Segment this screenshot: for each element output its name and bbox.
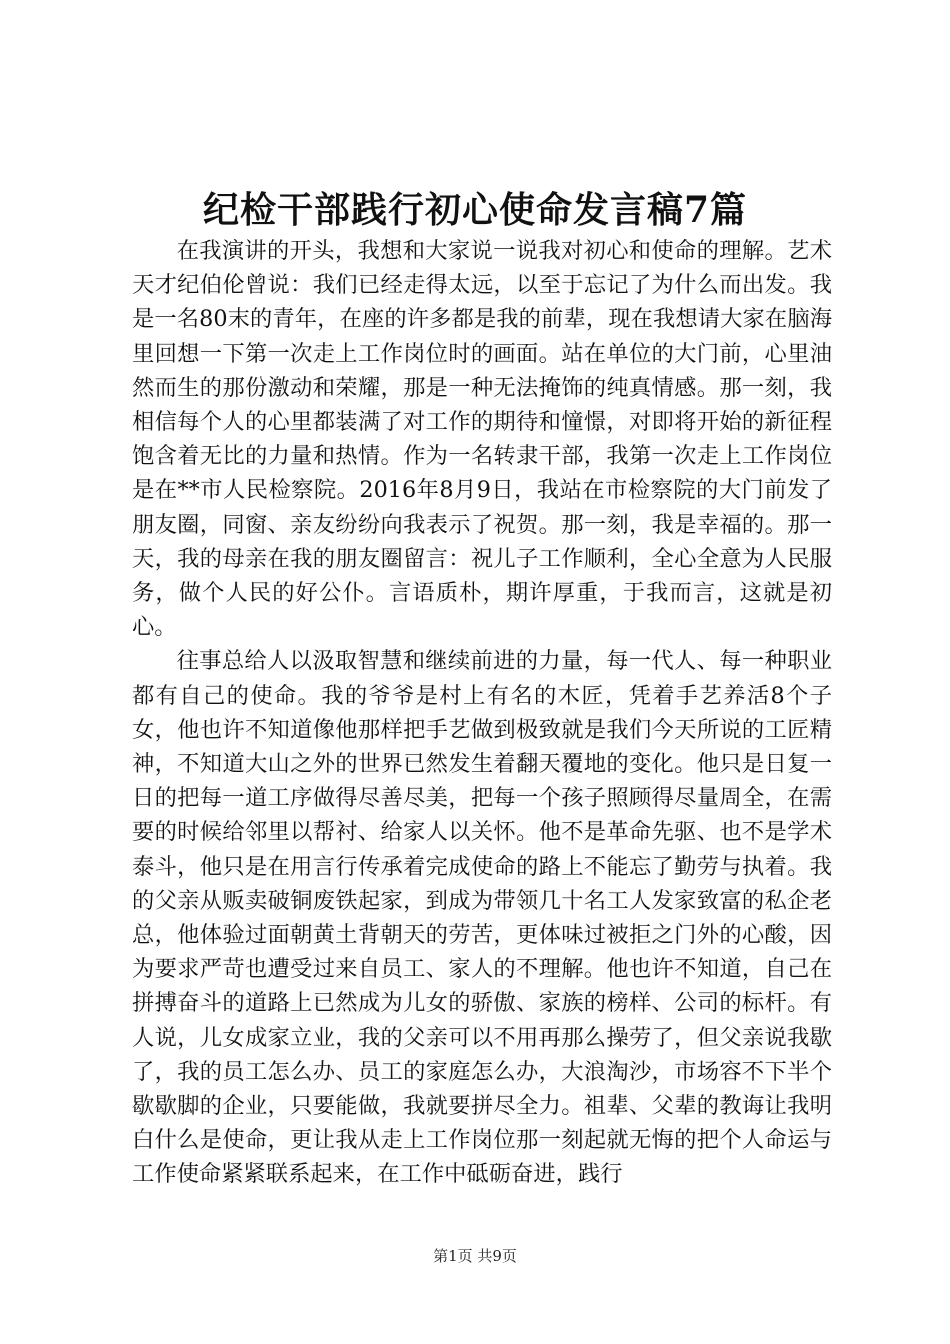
document-title: 纪检干部践行初心使命发言稿7篇 [202,189,748,231]
document-body [132,234,832,1192]
page-number-footer: 第1页 共9页 [433,1247,517,1265]
body-paragraph: 往事总给人以汲取智慧和继续前进的力量，每一代人、每一种职业都有自己的使命。我的爷爷是村上有名的木匠，凭着手艺养活8个子女，他也许不知道像他那样把手艺做到极致就是我们今天所说的工匠精神，不知道大山之外的世界已然发生着翻天覆地的变化。他只是日复一日的把每一道工序做得尽善尽美，把每一个孩子照顾得尽量周全，在需要的时候给邻里以帮衬、给家人以关怀。他不是革命先驱、也不是学术泰斗，他只是在用言行传承着完成使命的路上不能忘了勤劳与执着。我的父亲从贩卖破铜废铁起家，到成为带领几十名工人发家致富的私企老总，他体验过面朝黄土背朝天的劳苦，更体味过被拒之门外的心酸，因为要求严苛也遭受过来自员工、家人的不理解。他也许不知道，自己在拼搏奋斗的道路上已然成为儿女的骄傲、家族的榜样、公司的标杆。有人说，儿女成家立业，我的父亲可以不用再那么操劳了，但父亲说我歇了，我的员工怎么办、员工的家庭怎么办，大浪淘沙，市场容不下半个歇歇脚的企业，只要能做，我就要拼尽全力。祖辈、父辈的教诲让我明白什么是使命，更让我从走上工作岗位那一刻起就无悔的把个人命运与工作使命紧紧联系起来，在工作中砥砺奋进，践行 [132,648,832,1188]
body-paragraph: 在我演讲的开头，我想和大家说一说我对初心和使命的理解。艺术天才纪伯伦曾说：我们已经走得太远，以至于忘记了为什么而出发。我是一名80末的青年，在座的许多都是我的前辈，现在我想请大家在脑海里回想一下第一次走上工作岗位时的画面。站在单位的大门前，心里油然而生的那份激动和荣耀，那是一种无法掩饰的纯真情感。那一刻，我相信每个人的心里都装满了对工作的期待和憧憬，对即将开始的新征程饱含着无比的力量和热情。作为一名转隶干部，我第一次走上工作岗位是在**市人民检察院。2016年8月9日，我站在市检察院的大门前发了朋友圈，同窗、亲友纷纷向我表示了祝贺。那一刻，我是幸福的。那一天，我的母亲在我的朋友圈留言：祝儿子工作顺利，全心全意为人民服务，做个人民的好公仆。言语质朴，期许厚重，于我而言，这就是初心。 [132,238,832,641]
